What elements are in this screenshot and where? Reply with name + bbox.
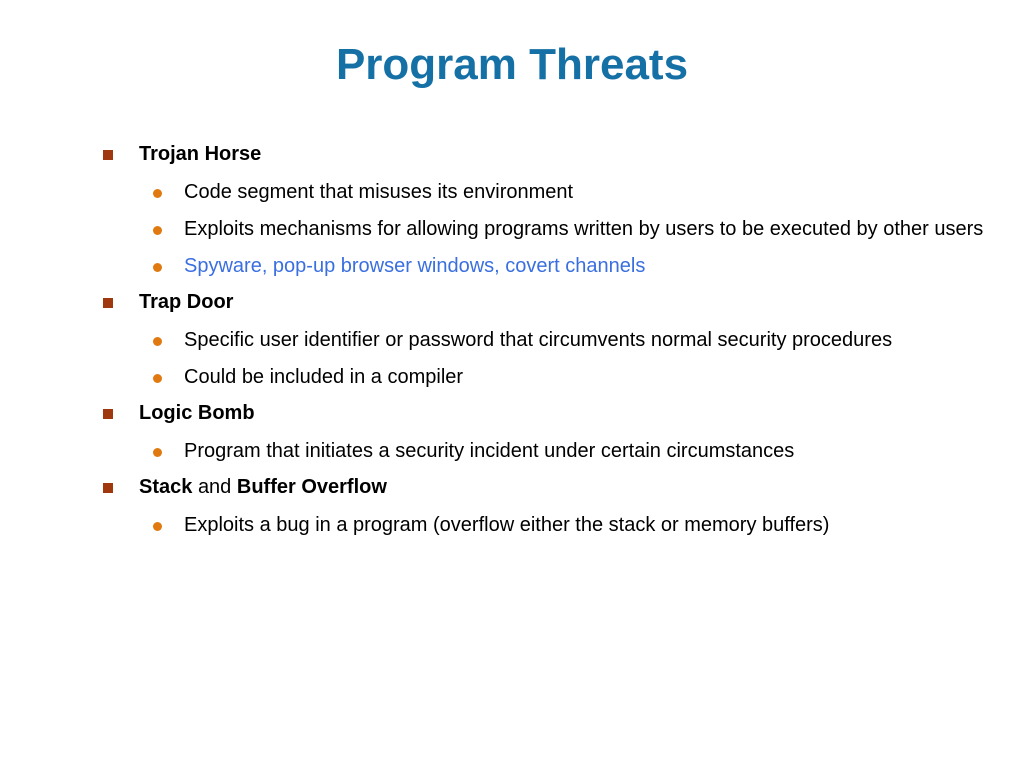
bullet-logic-bomb [0,401,1024,425]
sub-bullet [0,216,1024,243]
sub-bullet-text: Exploits a bug in a program (overflow either the stack or memory buffers) [184,514,830,536]
heading-trojan-horse: Trojan Horse [139,143,262,165]
round-bullet-icon [153,189,162,198]
sub-bullet-text: Specific user identifier or password that circumvents normal security procedures [184,329,893,351]
sub-bullet [0,438,1024,465]
sub-bullet-text: Could be included in a compiler [184,366,464,388]
bullet-trap-door [0,290,1024,314]
heading-stack: Stack [139,476,193,498]
heading-trap-door: Trap Door [139,291,234,313]
heading-buffer-overflow: Buffer Overflow [236,476,387,498]
square-bullet-icon [103,483,113,493]
square-bullet-icon [103,298,113,308]
sub-bullet-text: Code segment that misuses its environment [184,181,574,203]
round-bullet-icon [153,448,162,457]
sub-bullet-highlighted [0,253,1024,280]
round-bullet-icon [153,226,162,235]
heading-logic-bomb: Logic Bomb [139,402,255,424]
sub-bullet [0,512,1024,539]
square-bullet-icon [103,150,113,160]
square-bullet-icon [103,409,113,419]
sub-bullet [0,364,1024,391]
sub-bullet-text: Exploits mechanisms for allowing programs written by users to be executed by other users [184,218,984,240]
sub-bullet [0,179,1024,206]
sub-bullet [0,327,1024,354]
round-bullet-icon [153,263,162,272]
round-bullet-icon [153,522,162,531]
bullet-stack-buffer-overflow [0,475,1024,499]
bullet-list [0,142,1024,549]
bullet-trojan-horse [0,142,1024,166]
round-bullet-icon [153,374,162,383]
heading-connector: and [197,476,232,498]
sub-bullet-text: Spyware, pop-up browser windows, covert channels [184,255,646,277]
slide-title: Program Threats [335,40,689,89]
round-bullet-icon [153,337,162,346]
sub-bullet-text: Program that initiates a security incident under certain circumstances [184,440,795,462]
